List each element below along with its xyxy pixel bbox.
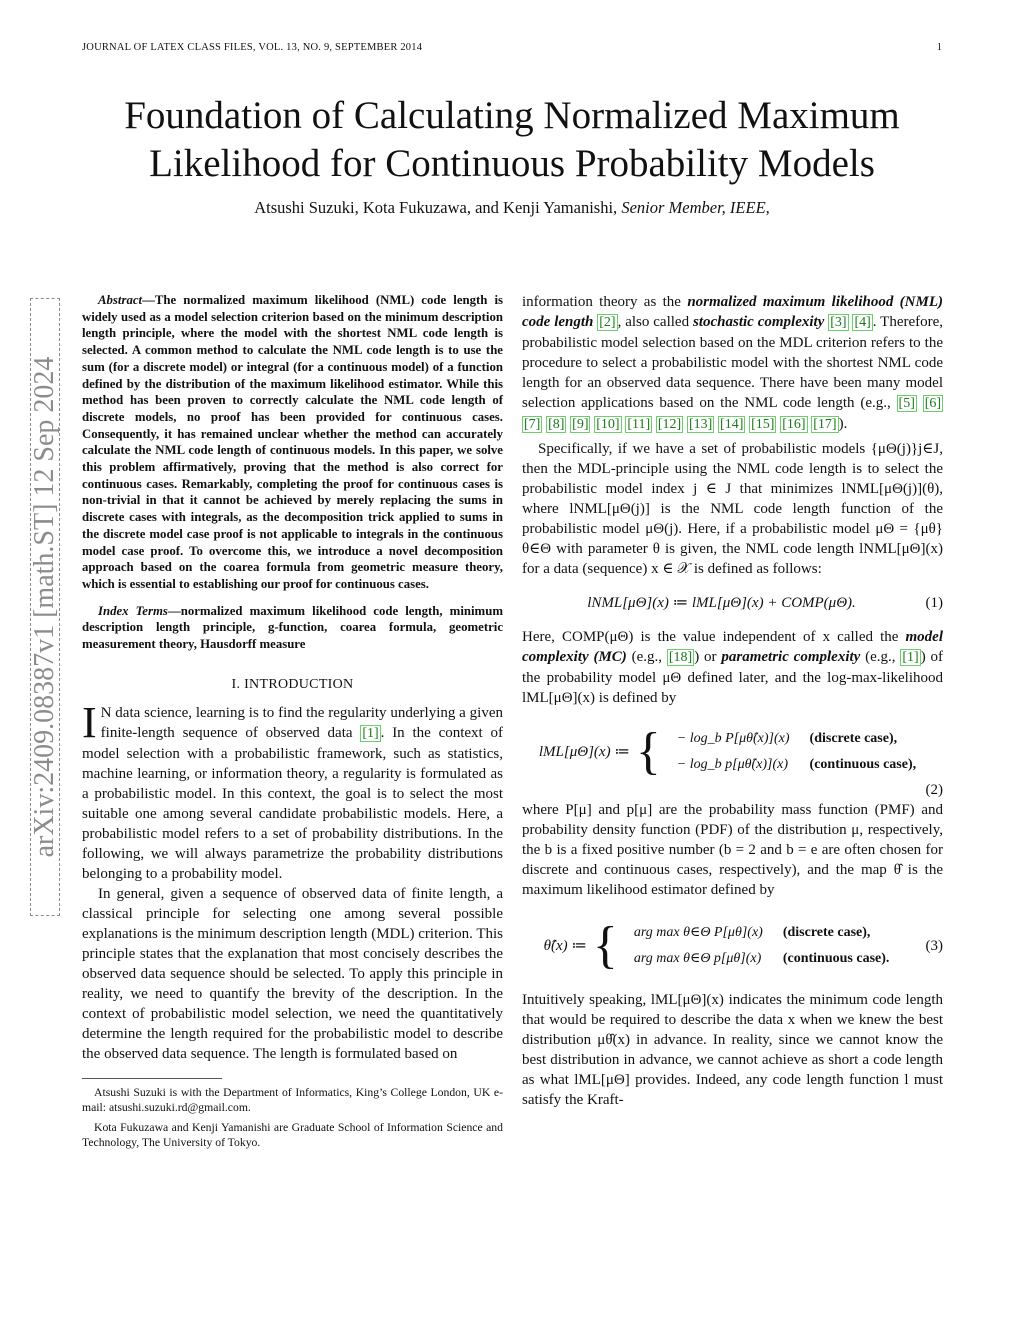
- citation-2[interactable]: [2]: [599, 315, 616, 330]
- right-paragraph-3: [522, 627, 943, 708]
- page-number: 1: [936, 42, 942, 53]
- case-expression: arg max θ∈Θ p[μθ](x): [633, 951, 762, 966]
- citation-3[interactable]: [3]: [830, 315, 847, 330]
- term-stochastic-complexity: stochastic complexity: [692, 314, 825, 330]
- equation-2: [522, 723, 943, 780]
- arxiv-id: arXiv:2409.08387v1 [math.ST] 12 Sep 2024: [29, 356, 60, 858]
- intro-p1-tail: . In the context of model selection with a probabilistic framework, such as statistics, machine learning, or information theory, a regularity is formulated as a probabilistic model. In this context, the goal is to select the most suitable one among several candidate probabilistic models. Here, a probabilistic model refers to a set of probability distributions. In the following, we will always parametrize the probability distributions belonging to a probability model.: [82, 724, 504, 882]
- citation-11[interactable]: [11]: [627, 417, 651, 432]
- citation-16[interactable]: [16]: [782, 417, 806, 432]
- case-label: (continuous case).: [782, 951, 890, 966]
- rp1-a: information theory as the: [522, 294, 681, 310]
- citation-15[interactable]: [15]: [751, 417, 775, 432]
- case-label: (continuous case),: [809, 757, 917, 772]
- term-nml-code-length: normalized maximum likelihood (NML) code length: [522, 294, 943, 330]
- equation-3-body: [522, 917, 921, 974]
- citation-1b[interactable]: [1]: [902, 650, 919, 665]
- author-names: Atsushi Suzuki, Kota Fukuzawa, and Kenji Yamanishi,: [254, 198, 618, 217]
- drop-cap: I: [82, 697, 97, 747]
- rp1-b: , also called: [617, 314, 690, 330]
- citation-10[interactable]: [10]: [596, 417, 620, 432]
- citation-9[interactable]: [9]: [572, 417, 589, 432]
- abstract-label: Abstract: [98, 293, 143, 307]
- citation-17[interactable]: [17]: [813, 417, 837, 432]
- index-terms-label: Index Terms: [98, 603, 168, 618]
- case-expression: − log_b p[μθ̂(x)](x): [676, 757, 788, 772]
- author-role: Senior Member, IEEE,: [621, 198, 770, 217]
- abstract: [82, 292, 503, 593]
- citation-4[interactable]: [4]: [854, 315, 871, 330]
- citation-1[interactable]: [1]: [362, 725, 379, 741]
- equation-2-number: (2): [925, 782, 943, 798]
- footnote-rule: [82, 1078, 222, 1079]
- footnote-affiliation-1: Atsushi Suzuki is with the Department of Informatics, King’s College London, UK e-mail: atsushi.suzuki.rd@gmail.com.: [82, 1085, 503, 1115]
- equation-1-number: (1): [925, 595, 943, 611]
- citation-18[interactable]: [18]: [668, 650, 693, 665]
- right-paragraph-1: [522, 292, 943, 435]
- equation-3-case-discrete: [624, 920, 900, 946]
- equation-3-number: (3): [925, 938, 943, 954]
- equation-2-case-discrete: [667, 726, 926, 752]
- left-column: [82, 292, 503, 1155]
- rp3-e: ) of the probability model μΘ defined later, and the log-max-likelihood lML[μΘ](x) is defined by: [522, 649, 944, 706]
- right-column: [522, 292, 943, 1110]
- citation-7[interactable]: [7]: [524, 417, 541, 432]
- citation-13[interactable]: [13]: [688, 417, 713, 432]
- left-brace-icon: {: [635, 723, 661, 780]
- case-expression: − log_b P[μθ̂(x)](x): [676, 731, 790, 746]
- intro-paragraph-2: In general, given a sequence of observed data of finite length, a classical principle for selecting one among several possible explanations is the minimum description length (MDL) criterion. This principle states that the explanation that most concisely describes the observed data sequence should be selected. To apply this principle in reality, we need to quantify the brevity of the description. In the context of probabilistic model selection, we need the quantitatively determine the length required for the probabilistic model to describe the observed data sequence. The length is formulated based on: [82, 885, 503, 1062]
- citation-6[interactable]: [6]: [924, 396, 942, 411]
- rp3-d: (e.g.,: [865, 649, 896, 665]
- citation-14[interactable]: [14]: [720, 417, 744, 432]
- rp3-c: ) or: [694, 649, 717, 665]
- equation-2-cases: [667, 726, 926, 778]
- index-terms-text: —normalized maximum likelihood code length, minimum description length principle, g-function, coarea formula, geometric measurement theory, Hausdorff measure: [82, 603, 503, 652]
- term-parametric-complexity: parametric complexity: [721, 649, 861, 665]
- equation-3-cases: [624, 920, 900, 972]
- citation-5[interactable]: [5]: [898, 396, 915, 411]
- arxiv-stamp[interactable]: [30, 298, 60, 916]
- rp1-c: . Therefore, probabilistic model selection based on the MDL criterion refers to the procedure to select a probabilistic model with the shortest NML code length for an observed data sequence. There have been many model selection applications based on the NML code length (e.g.,: [522, 314, 944, 411]
- equation-3-lhs: θ̂(x) ≔: [543, 938, 587, 954]
- case-label: (discrete case),: [782, 925, 871, 940]
- paper-title: Foundation of Calculating Normalized Maximum Likelihood for Continuous Probability Models: [124, 94, 900, 185]
- running-header: JOURNAL OF LATEX CLASS FILES, VOL. 13, NO. 9, SEPTEMBER 2014: [82, 42, 423, 53]
- term-model-complexity: model complexity (MC): [522, 629, 944, 665]
- rp3-a: Here, COMP(μΘ) is the value independent of x called the: [522, 629, 899, 645]
- equation-2-case-continuous: [667, 752, 926, 778]
- index-terms: [82, 603, 503, 653]
- right-paragraph-2: Specifically, if we have a set of probabilistic models {μΘ(j)}j∈J, then the MDL-principle using the NML code length is to select the probabilistic model index j ∈ J that minimizes lNML[μΘ(j)](θ), where lNML[μΘ(j)] is the NML code length function of the probabilistic model μΘ(j). Here, if a probabilistic model μΘ = {μθ}θ∈Θ with parameter θ is given, the NML code length lNML[μΘ](x) for a data (sequence) x ∈ 𝒳 is defined as follows:: [522, 441, 943, 577]
- citation-12[interactable]: [12]: [657, 417, 682, 432]
- equation-2-lhs: lML[μΘ](x) ≔: [538, 744, 630, 760]
- case-expression: arg max θ∈Θ P[μθ](x): [633, 925, 763, 940]
- equation-3-case-continuous: [624, 946, 900, 972]
- intro-paragraph-1: [82, 697, 504, 884]
- equation-1: [522, 593, 943, 613]
- rp3-b: (e.g.,: [631, 649, 663, 665]
- section-heading-introduction: I. INTRODUCTION: [231, 676, 354, 692]
- citation-8[interactable]: [8]: [548, 417, 565, 432]
- equation-1-body: lNML[μΘ](x) ≔ lML[μΘ](x) + COMP(μΘ).: [587, 595, 856, 611]
- intro-p1-text: N data science, learning is to find the regularity underlying a given finite-length sequence of observed data: [100, 704, 503, 741]
- equation-3: [522, 917, 943, 974]
- abstract-text: —The normalized maximum likelihood (NML) code length is widely used as a model selection criterion based on the minimum description length principle, where the model with the shortest NML code length is selected. A common method to calculate the NML code length is to use the sum (for a discrete model) or integral (for a continuous model) of a function defined by the distribution of the maximum likelihood estimator. While this method has been proven to correctly calculate the NML code length of discrete models, no proof has been provided for continuous cases. Consequently, it has remained unclear whether the method can accurately calculate the NML code length of continuous models. In this paper, we solve this problem affirmatively, proving that the method is also correct for continuous cases. Remarkably, completing the proof for continuous cases is non-trivial in that it cannot be achieved by merely replacing the sums in discrete cases with integrals, as the decomposition trick applied to sums in the discrete model case proof is not applicable to integrals in the continuous model case proof. To overcome this, we introduce a novel decomposition approach based on the coarea formula from geometric measure theory, which is essential to establishing our proof for continuous cases.: [82, 293, 503, 591]
- case-label: (discrete case),: [809, 731, 898, 746]
- right-paragraph-4: where P[μ] and p[μ] are the probability mass function (PMF) and probability density function (PDF) of the distribution μ, respectively, the b is a fixed positive number (b = 2 and b = e are often chosen for discrete and continuous cases, respectively), and the map θ̂ is the maximum likelihood estimator defined by: [522, 802, 943, 898]
- footnote-affiliation-2: Kota Fukuzawa and Kenji Yamanishi are Graduate School of Information Science and Technology, The University of Tokyo.: [82, 1120, 503, 1150]
- equation-2-body: [522, 723, 943, 780]
- author-line: [60, 198, 964, 218]
- rp1-end: ).: [838, 416, 848, 432]
- left-brace-icon: {: [592, 917, 618, 974]
- right-paragraph-5: Intuitively speaking, lML[μΘ](x) indicates the minimum code length that would be required to describe the data x when we knew the best distribution μθ̂(x) in advance. In reality, since we cannot know the best distribution in advance, we cannot achieve as short a code length as what lML[μΘ] provides. Indeed, any code length function l must satisfy the Kraft-: [522, 992, 943, 1108]
